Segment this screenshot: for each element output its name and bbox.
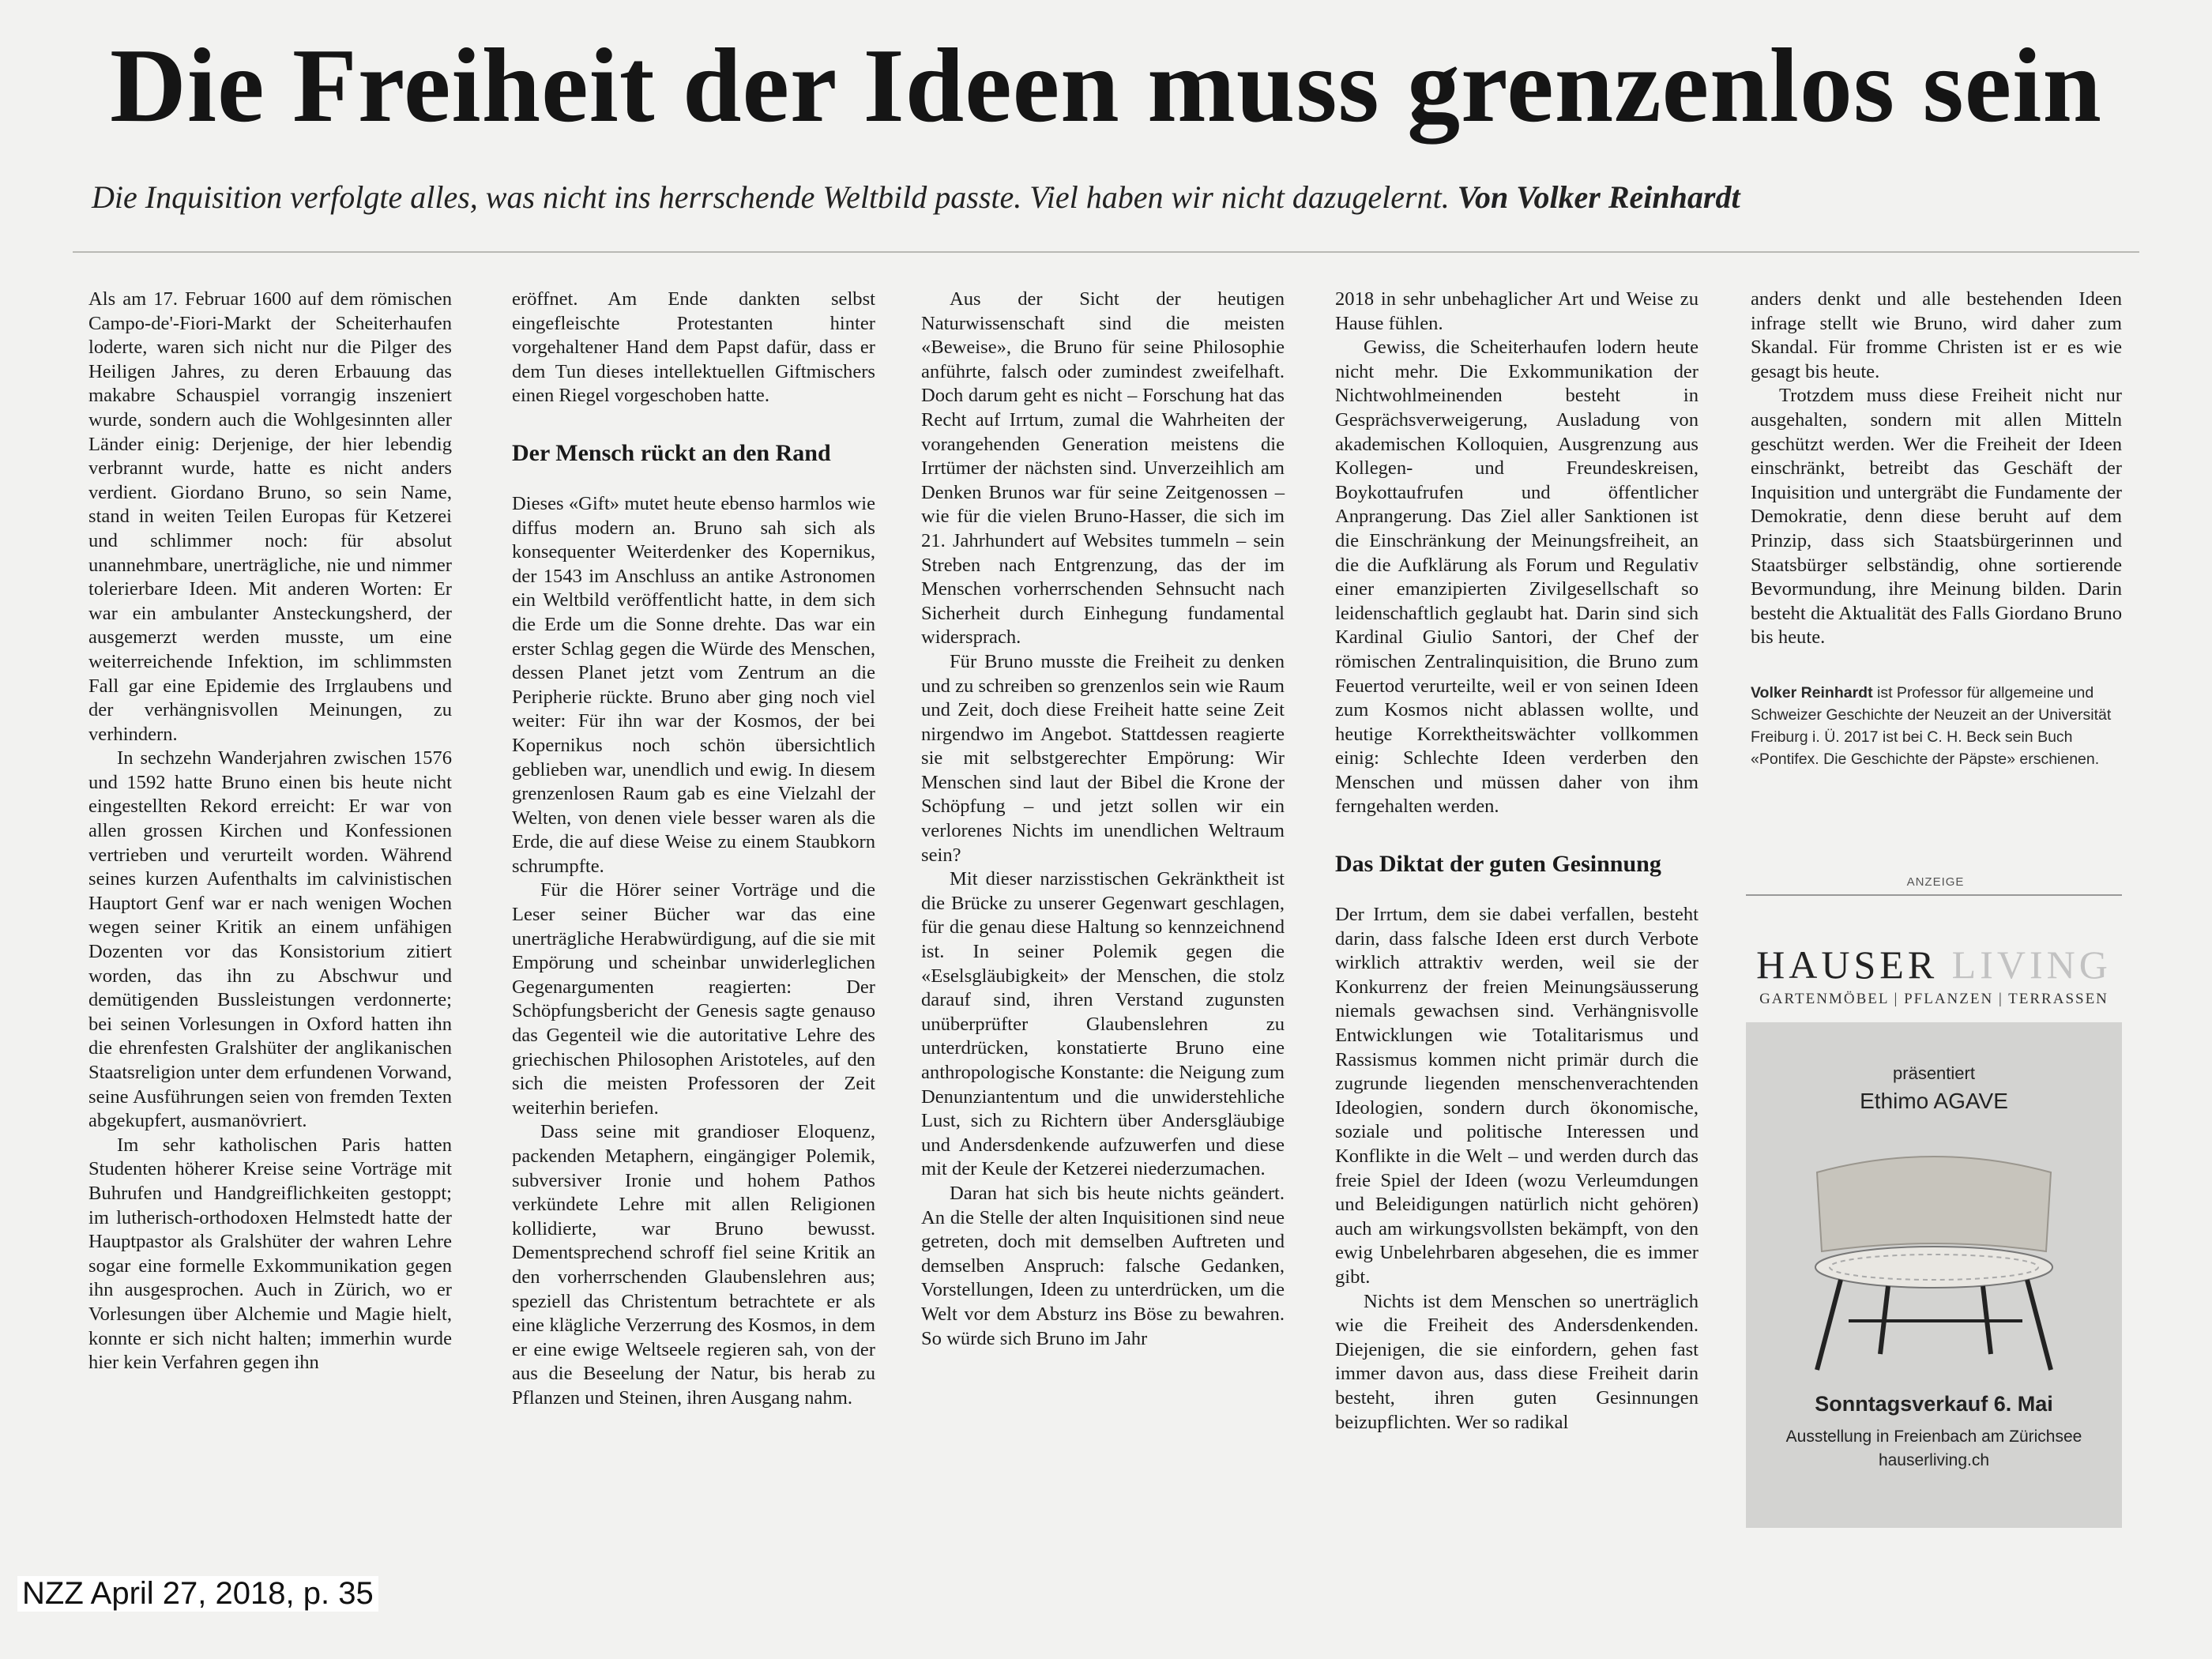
header-rule <box>73 251 2139 253</box>
paragraph: Im sehr katholischen Paris hatten Studenten höherer Kreise seine Vorträge mit Buhrufen und Handgreiflichkeiten gestoppt; im lutherisch-orthodoxen Helmstedt hatte der Hauptpastor als Gralshüter der wahren Lehre sogar eine formelle Exkommunikation gegen ihn ausgesprochen. Auch in Zürich, wo er Vorlesungen über Alchemie und Magie hielt, konnte er sich nicht halten; immerhin wurde hier kein Verfahren gegen ihn <box>88 1134 452 1374</box>
ad-brand <box>1746 942 2122 988</box>
paragraph: Daran hat sich bis heute nichts geändert. An die Stelle der alten Inquisitionen sind neue getreten, doch mit demselben Auftreten und demselben Anspruch: falsche Gedanken, Vorstellungen, Ideen zu unterdrücken, um die Welt vor dem Absturz ins Böse zu bewahren. So würde sich Bruno im Jahr <box>921 1182 1285 1349</box>
ad-product: Ethimo AGAVE <box>1860 1089 2008 1113</box>
subhead <box>92 175 2090 220</box>
author-bio <box>1751 682 2122 770</box>
byline: Von Volker Reinhardt <box>1457 179 1740 215</box>
paragraph: anders denkt und alle bestehenden Ideen infrage stellt wie Bruno, wird daher zum Skandal. Für fromme Christen ist er es wie gesagt bis heute. <box>1751 288 2122 382</box>
paragraph: Nichts ist dem Menschen so unerträglich wie die Freiheit des Andersdenkenden. Diejenigen, die sie einfordern, gehen fast immer davon aus, dass diese Freiheit darin besteht, ihren guten Gesinnungen beizupflichten. Wer so radikal <box>1335 1290 1698 1433</box>
ad-sale: Sonntagsverkauf 6. Mai <box>1815 1392 2053 1416</box>
ad-address <box>1746 1425 2122 1473</box>
ad-label: ANZEIGE <box>1906 875 1965 889</box>
paragraph: Als am 17. Februar 1600 auf dem römischen Campo-de'-Fiori-Markt der Scheiterhaufen loderte, waren sich nicht nur die Pilger des Heiligen Jahres, zu deren Erbauung das makabre Schauspiel vorrangig inszeniert wurde, sondern auch die Wohlgesinnten aller Länder einig: Derjenige, der hier lebendig verbrannt wurde, hatte es nicht anders verdient. Giordano Bruno, so sein Name, stand in weiten Teilen Europas für Ketzerei und schlimmer noch: für absolut unannehmbare, unerträgliche, nie und nimmer tolerierbare Ideen. Mit anderen Worten: Er war ein ambulanter Ansteckungsherd, der ausgemerzt werden musste, um eine weiterreichende Infektion, im schlimmsten Fall gar eine Epidemie des Irrglaubens und der verhängnisvollen Meinungen, zu verhindern. <box>88 288 452 745</box>
ad-brand-light: LIVING <box>1951 942 2112 987</box>
paragraph: Dass seine mit grandioser Eloquenz, packenden Metaphern, eingängiger Polemik, subversiver Ironie und hohem Pathos verkündete Lehre mit allen Religionen kollidierte, war Bruno bewusst. Dementsprechend schroff fiel seine Kritik an den vorherrschenden Glaubenslehren aus; speziell das Christentum betrachtete er als eine klägliche Verzerrung des Kosmos, in dem er eine ewige Weltseele regieren sah, von der aus die Beseelung der Natur, bis herab zu Pflanzen und Steinen, ihren Ausgang nahm. <box>512 1121 875 1409</box>
ad-presents: präsentiert <box>1893 1063 1975 1083</box>
section-heading: Der Mensch rückt an den Rand <box>512 439 831 466</box>
ad-divider <box>1746 894 2122 896</box>
article-column-4 <box>1335 288 1698 1435</box>
paragraph: Aus der Sicht der heutigen Naturwissenschaft sind die meisten «Beweise», die Bruno für seine Philosophie anführte, falsch oder zumindest zweifelhaft. Doch darum geht es nicht – Forschung hat das Recht auf Irrtum, zumal die Wahrheiten der vorangehenden Generation meistens die Irrtümer der nächsten sind. Unverzeihlich am Denken Brunos war für seine Zeitgenossen – wie für die vielen Bruno-Hasser, die sich im 21. Jahrhundert auf Websites tummeln – sein Streben nach Entgrenzung, das der im Menschen vorherrschenden Sehnsucht nach Sicherheit durch Einhegung fundamental widersprach. <box>921 288 1285 649</box>
ad-brand-main: HAUSER <box>1756 942 1939 987</box>
paragraph: eröffnet. Am Ende dankten selbst eingefleischte Protestanten hinter vorgehaltener Hand dem Papst dafür, dass er dem Tun dieses intellektuellen Giftmischers einen Riegel vorgeschoben hatte. <box>512 288 875 407</box>
paragraph: Gewiss, die Scheiterhaufen lodern heute nicht mehr. Die Exkommunikation der Nichtwohlmeinenden besteht in Gesprächsverweigerung, Ausladung von akademischen Kolloquien, Ausgrenzung aus Kollegen- und Freundeskreisen, Boykottaufrufen und öffentlicher Anprangerung. Das Ziel aller Sanktionen ist die Einschränkung der Meinungsfreiheit, an die die Aufklärung als Forum und Regulativ einer emanzipierten Zivilgesellschaft so leidenschaftlich geglaubt hat. Darin sind sich Kardinal Giulio Santori, der Chef der römischen Zentralinquisition, die Bruno zum Feuertod verurteilte, weil er von seinen Ideen zum Kosmos nicht ablassen wollte, und heutige Korrektheitswächter vollkommen einig: Schlechte Ideen verderben den Menschen und müssen daher von ihm ferngehalten werden. <box>1335 337 1698 818</box>
author-name: Volker Reinhardt <box>1751 683 1873 702</box>
paragraph: Mit dieser narzisstischen Gekränktheit ist die Brücke zu unserer Gegenwart geschlagen, für die genau diese Haltung so kennzeichnend ist. In seiner Polemik gegen die «Eselsgläubigkeit» der Menschen, die stolz darauf sind, ihren Verstand zugunsten unüberprüfter Glaubenslehren zu unterdrücken, konstatierte Bruno eine anthropologische Konstante: die Neigung zum Denunziantentum und die unwiderstehliche Lust, sich zu Richtern über Andersgläubige und Andersdenkende aufzuwerfen und diese mit der Keule der Ketzerei niederzumachen. <box>921 868 1285 1180</box>
chair-icon <box>1793 1141 2075 1378</box>
paragraph: Trotzdem muss diese Freiheit nicht nur ausgehalten, sondern mit allen Mitteln geschützt werden. Wer die Freiheit der Ideen einschränkt, betreibt das Geschäft der Inquisition und untergräbt die Fundamente der Demokratie, denn diese beruht auf dem Prinzip, dass sich Staatsbürgerinnen und Staatsbürger selbständig, ohne sortierende Bevormundung, ihre Meinung bilden. Darin besteht die Aktualität des Falls Giordano Bruno bis heute. <box>1751 385 2122 649</box>
article-column-1 <box>88 288 452 1375</box>
section-heading: Das Diktat der guten Gesinnung <box>1335 851 1661 878</box>
paragraph: In sechzehn Wanderjahren zwischen 1576 und 1592 hatte Bruno einen bis heute nicht eingestellten Rekord erreicht: Er war von allen grossen Kirchen und Konfessionen vertrieben und verurteilt worden. Während seines kurzen Aufenthalts im calvinistischen Hauptort Genf war er nach wenigen Wochen wegen seiner Kritik an einem unfähigen Dozenten vor das Konsistorium zitiert worden, das ihn zu Abschwur und demütigenden Bussleistungen verdonnerte; bei seinen Vorlesungen in Oxford hatten ihn die ehrenfesten Gralshüter der anglikanischen Staatsreligion unter dem erfundenen Vorwand, seine Ausführungen seien von fremden Texten abgekupfert, ausmanövriert. <box>88 747 452 1132</box>
source-caption: NZZ April 27, 2018, p. 35 <box>17 1576 378 1612</box>
subhead-text: Die Inquisition verfolgte alles, was nicht ins herrschende Weltbild passte. Viel haben wir nicht dazugelernt. <box>92 179 1450 215</box>
article-column-2 <box>512 288 875 1411</box>
ad-website-link[interactable]: hauserliving.ch <box>1878 1451 1990 1469</box>
paragraph: Für Bruno musste die Freiheit zu denken und zu schreiben so grenzenlos sein wie Raum und Zeit, doch diese Freiheit hatte seine Zeit nirgendwo im Angebot. Stattdessen reagierte sie mit selbstgerechter Empörung: Wir Menschen sind laut der Bibel die Krone der Schöpfung – und jetzt sollen wir ein verlorenes Nichts im unendlichen Weltraum sein? <box>921 650 1285 866</box>
ad-panel <box>1746 1022 2122 1528</box>
article-column-5 <box>1751 288 2122 770</box>
paragraph: Der Irrtum, dem sie dabei verfallen, besteht darin, dass falsche Ideen erst durch Verbote wirklich attraktiv werden, weil sie der Konkurrenz der freien Meinungsäusserung niemals gewachsen sind. Verhängnisvolle Entwicklungen wie Totalitarismus und Rassismus kommen nicht primär durch die zugrunde liegenden menschenverachtenden Ideologien, sondern durch ökonomische, soziale und politische Interessen und Konflikte in die Welt – und werden durch das freie Spiel der Ideen (wozu Verleumdungen und Beleidigungen natürlich nicht gehören) auch am wirkungsvollsten bekämpft, von den ewig Unbelehrbaren abgesehen, die es immer gibt. <box>1335 904 1698 1288</box>
article-column-3 <box>921 288 1285 1351</box>
advertisement[interactable] <box>1746 894 2122 1526</box>
paragraph: 2018 in sehr unbehaglicher Art und Weise zu Hause fühlen. <box>1335 288 1698 334</box>
paragraph: Dieses «Gift» mutet heute ebenso harmlos wie diffus modern an. Bruno sah sich als konsequenter Weiterdenker des Kopernikus, der 1543 im Anschluss an antike Astronomen ein Weltbild veröffentlicht hatte, in dem sich die Erde um die Sonne drehte. Das war ein erster Schlag gegen die Würde des Menschen, dessen Planet jetzt vom Zentrum an die Peripherie rückte. Bruno aber ging noch viel weiter: Für ihn war der Kosmos, der bei Kopernikus noch schön übersichtlich geblieben war, unendlich und ewig. In diesem grenzenlosen Raum gab es eine Vielzahl der Welten, von denen viele besser waren als die Erde, die auf diese Weise zu einem Staubkorn schrumpfte. <box>512 492 875 877</box>
author-bio-text: ist Professor für allgemeine und Schweizer Geschichte der Neuzeit an der Universität Freiburg i. Ü. 2017 ist bei C. H. Beck sein Buch «Pontifex. Die Geschichte der Päpste» erschienen. <box>1751 683 2112 768</box>
headline: Die Freiheit der Ideen muss grenzenlos sein <box>110 27 2102 144</box>
paragraph: Für die Hörer seiner Vorträge und die Leser seiner Bücher war das eine unerträgliche Herabwürdigung, auf die sie mit Empörung und scheinbar unwiderleglichen Gegenargumenten reagierten: Der Schöpfungsbericht der Genesis sagte genauso das Gegenteil wie die autoritative Lehre des griechischen Philosophen Aristoteles, auf den sich die meisten Professoren der Zeit weiterhin beriefen. <box>512 879 875 1119</box>
ad-address-line: Ausstellung in Freienbach am Zürichsee <box>1785 1428 2082 1446</box>
ad-tagline: GARTENMÖBEL | PFLANZEN | TERRASSEN <box>1759 991 2109 1007</box>
